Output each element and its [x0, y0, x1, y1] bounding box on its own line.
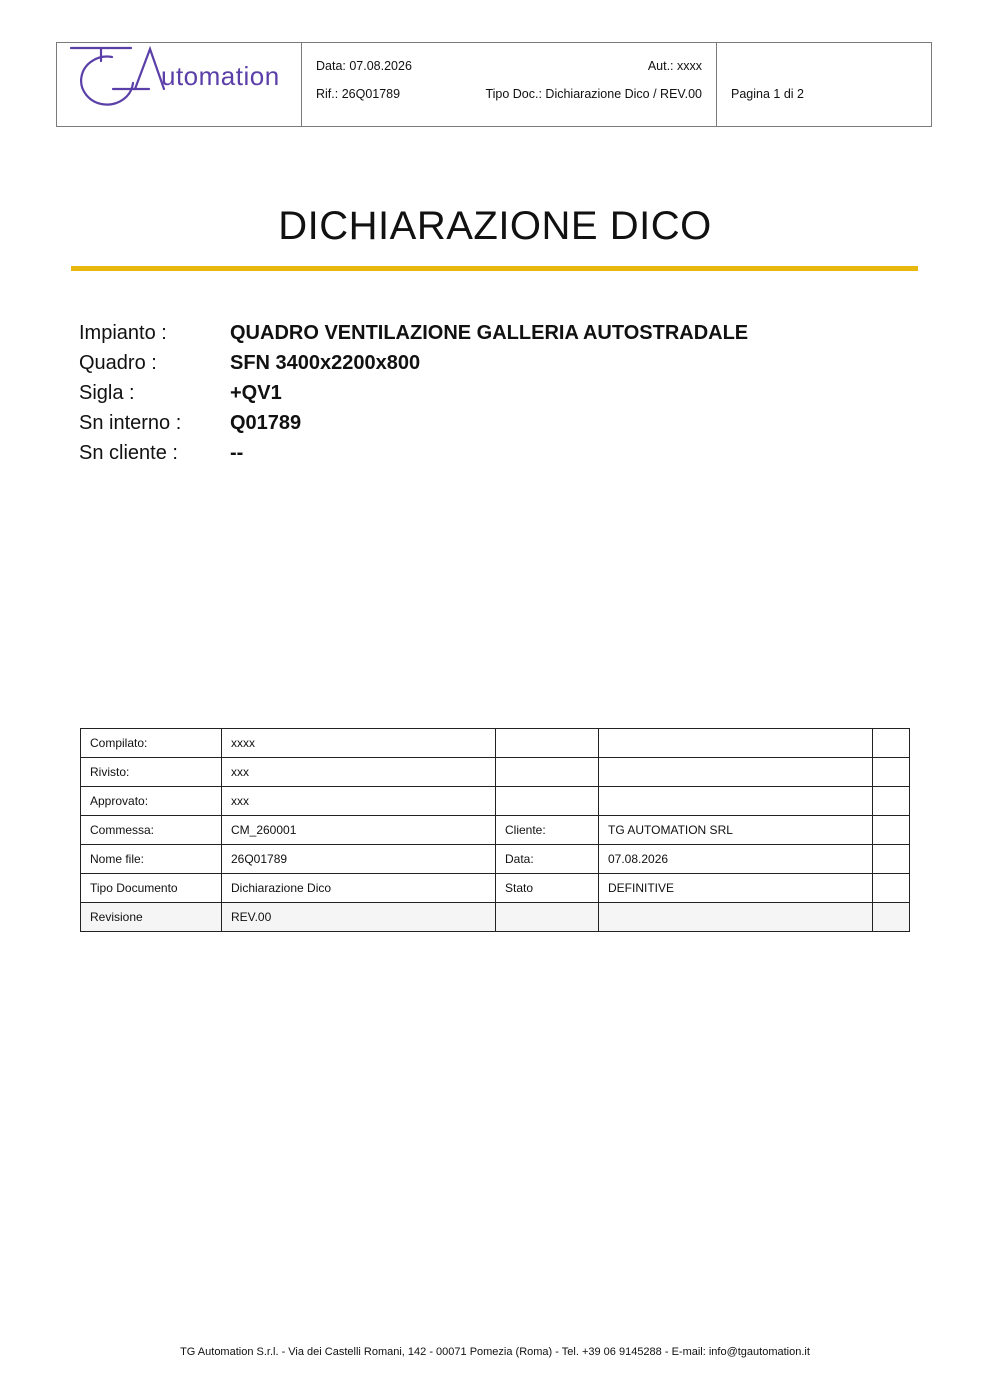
- table-row: [81, 903, 910, 932]
- table-cell: [496, 758, 599, 787]
- table-row: [81, 845, 910, 874]
- table-cell: Stato: [496, 874, 599, 903]
- table-cell: Dichiarazione Dico: [222, 874, 496, 903]
- table-cell: Commessa:: [81, 816, 222, 845]
- table-cell: Tipo Documento: [81, 874, 222, 903]
- header-meta: [302, 43, 717, 126]
- header-date: Data: 07.08.2026: [316, 59, 412, 73]
- table-cell: TG AUTOMATION SRL: [599, 816, 873, 845]
- info-label: Impianto :: [79, 322, 167, 344]
- table-row: [81, 874, 910, 903]
- tg-automation-logo-icon: [57, 43, 300, 125]
- info-value: SFN 3400x2200x800: [230, 352, 421, 374]
- table-cell: [873, 845, 910, 874]
- header-page-cell: [717, 43, 931, 126]
- table-cell: xxxx: [222, 729, 496, 758]
- table-cell: [873, 816, 910, 845]
- approval-table: [80, 728, 910, 932]
- table-cell: DEFINITIVE: [599, 874, 873, 903]
- table-row: [81, 816, 910, 845]
- table-cell: 26Q01789: [222, 845, 496, 874]
- table-cell: [599, 729, 873, 758]
- table-cell: xxx: [222, 758, 496, 787]
- info-value: --: [230, 442, 244, 464]
- table-cell: [496, 729, 599, 758]
- table-row: [81, 758, 910, 787]
- table-cell: Approvato:: [81, 787, 222, 816]
- info-label: Sigla :: [79, 382, 135, 404]
- table-cell: [599, 787, 873, 816]
- header-page: Pagina 1 di 2: [731, 87, 804, 101]
- table-cell: [496, 903, 599, 932]
- table-cell: [599, 903, 873, 932]
- document-header: [56, 42, 932, 127]
- table-cell: 07.08.2026: [599, 845, 873, 874]
- table-cell: [599, 758, 873, 787]
- header-doc-type: Tipo Doc.: Dichiarazione Dico / REV.00: [485, 87, 702, 101]
- table-cell: Compilato:: [81, 729, 222, 758]
- svg-text:utomation: utomation: [161, 61, 280, 91]
- header-author: Aut.: xxxx: [647, 59, 702, 73]
- info-value: QUADRO VENTILAZIONE GALLERIA AUTOSTRADALE: [230, 322, 749, 344]
- table-cell: [496, 787, 599, 816]
- title-divider: [71, 266, 918, 271]
- table-cell: Data:: [496, 845, 599, 874]
- table-cell: Rivisto:: [81, 758, 222, 787]
- table-cell: [873, 758, 910, 787]
- table-cell: [873, 903, 910, 932]
- info-value: +QV1: [230, 382, 282, 404]
- table-cell: Nome file:: [81, 845, 222, 874]
- table-cell: xxx: [222, 787, 496, 816]
- company-logo: [57, 43, 302, 126]
- table-row: [81, 729, 910, 758]
- table-cell: [873, 787, 910, 816]
- info-label: Quadro :: [79, 352, 157, 374]
- table-row: [81, 787, 910, 816]
- table-cell: [873, 874, 910, 903]
- info-label: Sn interno :: [79, 412, 182, 434]
- page-footer: TG Automation S.r.l. - Via dei Castelli Romani, 142 - 00071 Pomezia (Roma) - Tel. +39 06 9145288 - E-mail: info@tgautomation.it: [180, 1346, 810, 1358]
- info-value: Q01789: [230, 412, 302, 434]
- header-ref: Rif.: 26Q01789: [316, 87, 401, 101]
- table-cell: Revisione: [81, 903, 222, 932]
- table-cell: REV.00: [222, 903, 496, 932]
- info-label: Sn cliente :: [79, 442, 178, 464]
- table-cell: [873, 729, 910, 758]
- table-cell: Cliente:: [496, 816, 599, 845]
- document-title: DICHIARAZIONE DICO: [278, 204, 712, 248]
- table-cell: CM_260001: [222, 816, 496, 845]
